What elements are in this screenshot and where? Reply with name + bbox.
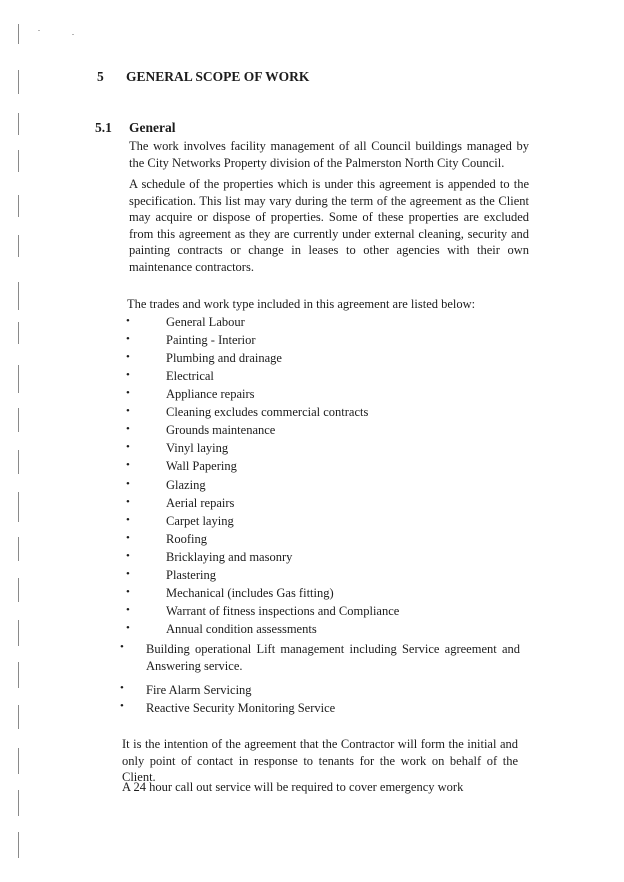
trades-intro: The trades and work type included in this agreement are listed below: [127, 297, 476, 311]
list-item-label: Vinyl laying [166, 441, 229, 455]
scan-speck [72, 34, 74, 35]
bullet-icon: • [126, 478, 130, 490]
bullet-icon: • [126, 351, 130, 363]
margin-mark [18, 195, 19, 217]
subsection-title: General [129, 120, 176, 135]
bullet-icon: • [126, 532, 130, 544]
bullet-icon: • [126, 405, 130, 417]
margin-mark [18, 492, 19, 522]
list-item-label: Cleaning excludes commercial contracts [166, 405, 369, 419]
bullet-icon: • [126, 496, 130, 508]
bullet-icon: • [126, 423, 130, 435]
margin-mark [18, 748, 19, 774]
list-item-label: Annual condition assessments [166, 622, 317, 636]
margin-mark [18, 790, 19, 816]
bullet-icon: • [126, 568, 130, 580]
margin-mark [18, 705, 19, 729]
list-item-label: Plumbing and drainage [166, 351, 282, 365]
margin-mark [18, 322, 19, 344]
list-item-label: Building operational Lift management including Service agreement and Answering service. [146, 642, 520, 673]
list-item-label: Aerial repairs [166, 496, 235, 510]
bullet-icon: • [126, 586, 130, 598]
list-item-label: Warrant of fitness inspections and Compliance [166, 604, 400, 618]
bullet-icon: • [120, 682, 124, 694]
margin-mark [18, 620, 19, 646]
margin-mark [18, 662, 19, 688]
list-item-label: General Labour [166, 315, 245, 329]
bullet-icon: • [126, 315, 130, 327]
list-item-label: Plastering [166, 568, 216, 582]
scan-speck [38, 30, 40, 31]
bullet-icon: • [126, 514, 130, 526]
list-item-label: Electrical [166, 369, 214, 383]
margin-mark [18, 578, 19, 602]
list-item-label: Glazing [166, 478, 206, 492]
bullet-icon: • [126, 622, 130, 634]
margin-mark [18, 282, 19, 310]
margin-mark [18, 235, 19, 257]
list-item-label: Roofing [166, 532, 207, 546]
margin-mark [18, 365, 19, 393]
bullet-icon: • [126, 459, 130, 471]
margin-mark [18, 537, 19, 561]
bullet-icon: • [126, 333, 130, 345]
bullet-icon: • [126, 604, 130, 616]
margin-mark [18, 150, 19, 172]
paragraph-scope: The work involves facility management of all Council buildings managed by the City Networks Property division of the Palmerston North City Council. [129, 139, 529, 170]
bullet-icon: • [126, 369, 130, 381]
bullet-icon: • [126, 441, 130, 453]
bullet-icon: • [120, 641, 124, 653]
bullet-icon: • [126, 550, 130, 562]
list-item-label: Wall Papering [166, 459, 237, 473]
bullet-icon: • [120, 700, 124, 712]
paragraph-contact: It is the intention of the agreement that the Contractor will form the initial and only point of contact in response to tenants for the work on behalf of the Client. [122, 737, 518, 785]
list-item-label: Mechanical (includes Gas fitting) [166, 586, 334, 600]
margin-mark [18, 408, 19, 432]
list-item-label: Painting - Interior [166, 333, 256, 347]
bullet-icon: • [126, 387, 130, 399]
paragraph-schedule: A schedule of the properties which is under this agreement is appended to the specification. This list may vary during the term of the agreement as the Client may acquire or dispose of properties. Some of these properties are excluded from this agreement as they are currently under external cleaning, security and painting contracts or change in leases to other agencies with their own maintenance contractors. [129, 177, 529, 274]
paragraph-callout: A 24 hour call out service will be required to cover emergency work [122, 780, 464, 794]
margin-mark [18, 832, 19, 858]
list-item-label: Bricklaying and masonry [166, 550, 293, 564]
list-item-label: Grounds maintenance [166, 423, 276, 437]
section-number: 5 [97, 69, 104, 84]
margin-mark [18, 24, 19, 44]
margin-mark [18, 450, 19, 474]
list-item-label: Carpet laying [166, 514, 234, 528]
list-item-label: Appliance repairs [166, 387, 255, 401]
section-title: GENERAL SCOPE OF WORK [126, 69, 310, 84]
list-item-label: Reactive Security Monitoring Service [146, 701, 336, 715]
margin-mark [18, 70, 19, 94]
list-item-label: Fire Alarm Servicing [146, 683, 252, 697]
margin-mark [18, 113, 19, 135]
subsection-number: 5.1 [95, 120, 112, 135]
